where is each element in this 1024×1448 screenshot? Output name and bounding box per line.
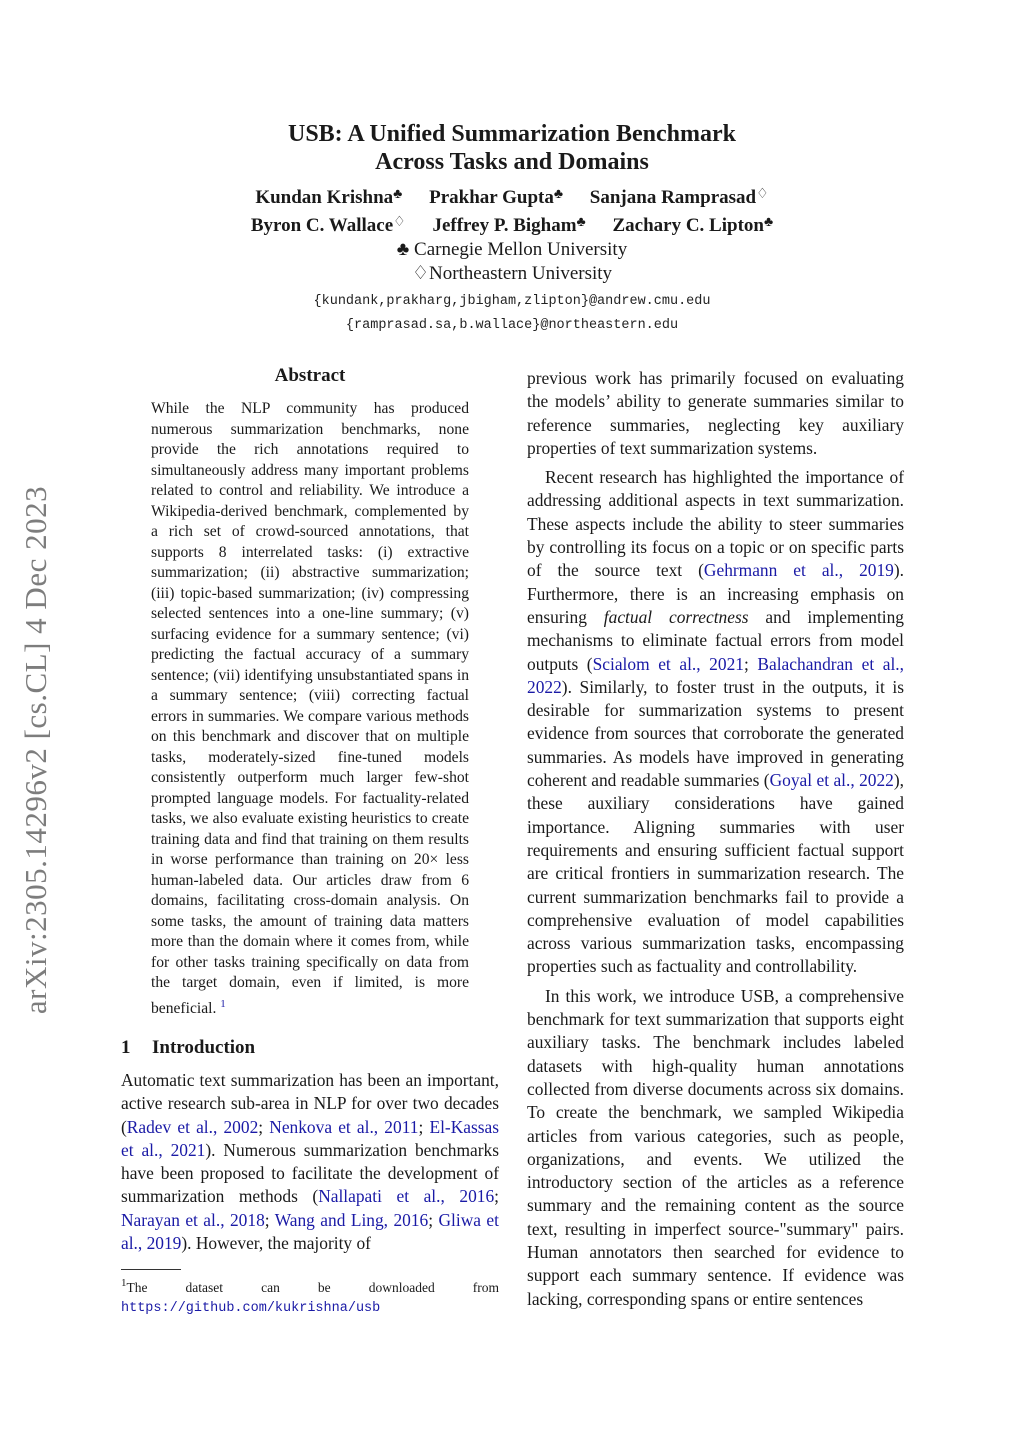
footnote-ref[interactable]: 1	[220, 997, 226, 1010]
citation-link[interactable]: Gliwa et al., 2019	[121, 1209, 499, 1254]
footnote: $^1$The dataset can be downloaded from https://github.com/kukrishna/usb	[121, 1277, 499, 1317]
citation-link[interactable]: Balachandran et al., 2022	[527, 653, 904, 697]
affiliation: ♣ Carnegie Mellon University	[396, 239, 628, 260]
footnote-divider	[121, 1269, 181, 1270]
intro-paragraph: Automatic text summarization has been an important, active research sub-area in NLP for over two decades (Radev et al., 2002; Nenkova et al., 2011; El-Kassas et al., 2021). Numerous summarization benchmarks have been proposed to facilitate the development of summarization methods (Nallapati et al., 2016; Narayan et al., 2018; Wang and Ling, 2016; Gliwa et al., 2019). However, the majority of	[121, 1070, 499, 1254]
citation-link[interactable]: Nallapati et al., 2016	[318, 1186, 495, 1207]
section-heading: 1 Introduction	[121, 1037, 256, 1058]
paper-title: USB: A Unified Summarization Benchmark Across Tasks and Domains	[287, 121, 737, 175]
citation-link[interactable]: Goyal et al., 2022	[769, 770, 894, 791]
author: Prakhar Gupta♣	[429, 187, 564, 208]
left-column	[121, 365, 499, 1318]
body-paragraph: previous work has primarily focused on evaluating the models’ ability to generate summaries similar to reference summaries, neglecting key auxiliary properties of text summarization systems.	[527, 368, 904, 458]
author: Jeffrey P. Bigham♣	[432, 215, 586, 236]
author-email: {kundank,prakharg,jbigham,zlipton}@andrew.cmu.edu	[313, 294, 711, 309]
citation-link[interactable]: Gehrmann et al., 2019	[703, 560, 894, 581]
citation-link[interactable]: Scialom et al., 2021	[592, 653, 744, 674]
author: Zachary C. Lipton♣	[612, 215, 774, 236]
affiliation: ♢Northeastern University	[411, 263, 613, 284]
citation-link[interactable]: Nenkova et al., 2011	[269, 1116, 419, 1137]
body-paragraph: In this work, we introduce USB, a comprehensive benchmark for text summarization that supports eight auxiliary tasks. The benchmark includes labeled datasets with high-quality human annotations collected from diverse documents across six domains. To create the benchmark, we sampled Wikipedia articles from various categories, such as people, organizations, and events. We utilized the introductory section of the articles as a reference summary and the remaining content as the source text, resulting in imperfect source-"summary" pairs. Human annotators then searched for evidence to support each summary sentence. If evidence was lacking, corresponding spans or entire sentences	[527, 985, 904, 1309]
arxiv-sidebar	[6, 460, 66, 1040]
abstract-text: While the NLP community has produced numerous summarization benchmarks, none provide the rich annotations required to simultaneously address many important problems related to control and reliability. We introduce a Wikipedia-derived benchmark, complemented by a rich set of crowd-sourced annotations, that supports 8 interrelated tasks: (i) extractive summarization; (ii) abstractive summarization; (iii) topic-based summarization; (iv) compressing selected sentences into a one-line summary; (v) surfacing evidence for a summary sentence; (vi) predicting the factual accuracy of a summary sentence; (vii) identifying unsubstantiated spans in a summary sentence; (viii) correcting factual errors in summaries. We compare various methods on this benchmark and discover that on multiple tasks, moderately-sized fine-tuned models consistently outperform much larger few-shot prompted language models. For factuality-related tasks, we also evaluate existing heuristics to create training data and find that training on them results in worse performance than training on 20× less human-labeled data. Our articles draw from 6 domains, facilitating cross-domain analysis. On some tasks, the amount of training data matters more than the domain where it comes from, while for other tasks training specifically on data from the target domain, even if limited, is more beneficial. $^1$	[151, 400, 469, 1017]
citation-link[interactable]: Radev et al., 2002	[126, 1116, 259, 1137]
citation-link[interactable]: Narayan et al., 2018	[121, 1209, 265, 1230]
body-paragraph: Recent research has highlighted the importance of addressing additional aspects in text summarization. These aspects include the ability to steer summaries by controlling its focus on a topic or on specific parts of the source text (Gehrmann et al., 2019). Furthermore, there is an increasing emphasis on ensuring factual correctness and implementing mechanisms to eliminate factual errors from model outputs (Scialom et al., 2021; Balachandran et al., 2022). Similarly, to foster trust in the outputs, it is desirable for summarization systems to present evidence from sources that corroborate the generated summaries. As models have improved in generating coherent and readable summaries (Goyal et al., 2022), these auxiliary considerations have gained importance. Aligning summaries with user requirements and ensuring sufficient factual support are critical frontiers in summarization research. The current summarization benchmarks fail to provide a comprehensive evaluation of model capabilities across various summarization tasks, encompassing properties such as factuality and controllability.	[527, 467, 905, 977]
author: Sanjana Ramprasad♢	[589, 187, 769, 208]
author-email: {ramprasad.sa,b.wallace}@northeastern.edu	[345, 318, 679, 333]
citation-link[interactable]: El-Kassas et al., 2021	[121, 1116, 499, 1160]
right-column	[527, 367, 904, 1317]
arxiv-stamp: arXiv:2305.14296v2 [cs.CL] 4 Dec 2023	[18, 485, 53, 1015]
abstract-heading: Abstract	[274, 365, 346, 386]
author: Byron C. Wallace♢	[250, 215, 406, 236]
citation-link[interactable]: Wang and Ling, 2016	[274, 1209, 429, 1230]
paper-header	[120, 120, 904, 338]
author-list	[120, 182, 904, 238]
dataset-url-link[interactable]: https://github.com/kukrishna/usb	[121, 1301, 381, 1317]
author: Kundan Krishna♣	[255, 187, 403, 208]
